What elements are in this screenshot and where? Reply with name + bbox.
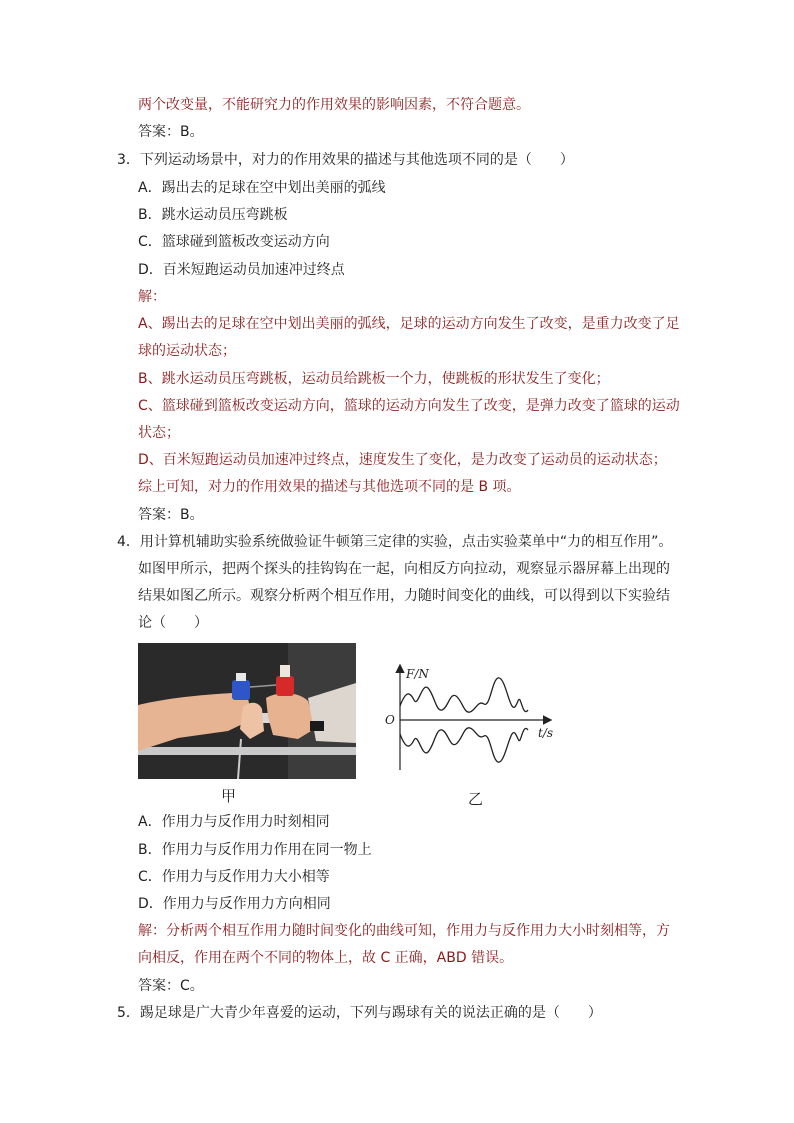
force-curve-positive	[400, 678, 528, 712]
solution-text: A、踢出去的足球在空中划出美丽的弧线，足球的运动方向发生了改变，是重力改变了足	[138, 316, 680, 332]
option-d: D．百米短跑运动员加速冲过终点	[138, 262, 345, 278]
option-b: B．作用力与反作用力作用在同一物上	[138, 842, 372, 858]
force-probe-photo	[138, 643, 356, 779]
force-time-graph	[380, 660, 560, 772]
solution-label: 解：	[138, 289, 166, 305]
question-5: 5．踢足球是广大青少年喜爱的运动，下列与踢球有关的说法正确的是（ ）	[117, 1005, 602, 1021]
figure-caption-yi: 乙	[468, 790, 484, 808]
option-a: A．踢出去的足球在空中划出美丽的弧线	[138, 180, 386, 196]
solution-text: 向相反，作用在两个不同的物体上，故 C 正确，ABD 错误。	[138, 950, 514, 966]
force-curve-negative	[400, 728, 528, 762]
option-c: C．作用力与反作用力大小相等	[138, 869, 330, 885]
answer-text: 答案：C。	[138, 978, 204, 994]
solution-text: D、百米短跑运动员加速冲过终点，速度发生了变化，是力改变了运动员的运动状态；	[138, 452, 667, 468]
solution-text: 状态；	[138, 425, 180, 441]
answer-text: 答案：B。	[138, 507, 204, 523]
option-c: C．篮球碰到篮板改变运动方向	[138, 234, 330, 250]
option-b: B．跳水运动员压弯跳板	[138, 207, 288, 223]
option-a: A．作用力与反作用力时刻相同	[138, 814, 330, 830]
question-3: 3．下列运动场景中，对力的作用效果的描述与其他选项不同的是（ ）	[117, 152, 574, 168]
question-4: 4．用计算机辅助实验系统做验证牛顿第三定律的实验，点击实验菜单中“力的相互作用”。	[117, 534, 673, 550]
question-4: 论（ ）	[138, 615, 208, 631]
question-4: 如图甲所示，把两个探头的挂钩钩在一起，向相反方向拉动，观察显示器屏幕上出现的	[138, 561, 670, 577]
option-d: D．作用力与反作用力方向相同	[138, 896, 331, 912]
origin-label: O	[385, 713, 395, 727]
solution-text: 解：分析两个相互作用力随时间变化的曲线可知，作用力与反作用力大小时刻相等，方	[138, 923, 670, 939]
solution-text: 两个改变量，不能研究力的作用效果的影响因素，不符合题意。	[138, 97, 530, 113]
y-axis-label: F/N	[406, 667, 429, 681]
x-axis-label: t/s	[538, 726, 554, 740]
solution-text: 球的运动状态；	[138, 343, 236, 359]
solution-text: C、篮球碰到篮板改变运动方向，篮球的运动方向发生了改变，是弹力改变了篮球的运动	[138, 398, 680, 414]
question-4: 结果如图乙所示。观察分析两个相互作用，力随时间变化的曲线，可以得到以下实验结	[138, 588, 670, 604]
solution-text: B、跳水运动员压弯跳板，运动员给跳板一个力，使跳板的形状发生了变化；	[138, 371, 610, 387]
answer-text: 答案：B。	[138, 124, 204, 140]
solution-text: 综上可知，对力的作用效果的描述与其他选项不同的是 B 项。	[138, 479, 521, 495]
figure-caption-jia: 甲	[221, 787, 237, 805]
